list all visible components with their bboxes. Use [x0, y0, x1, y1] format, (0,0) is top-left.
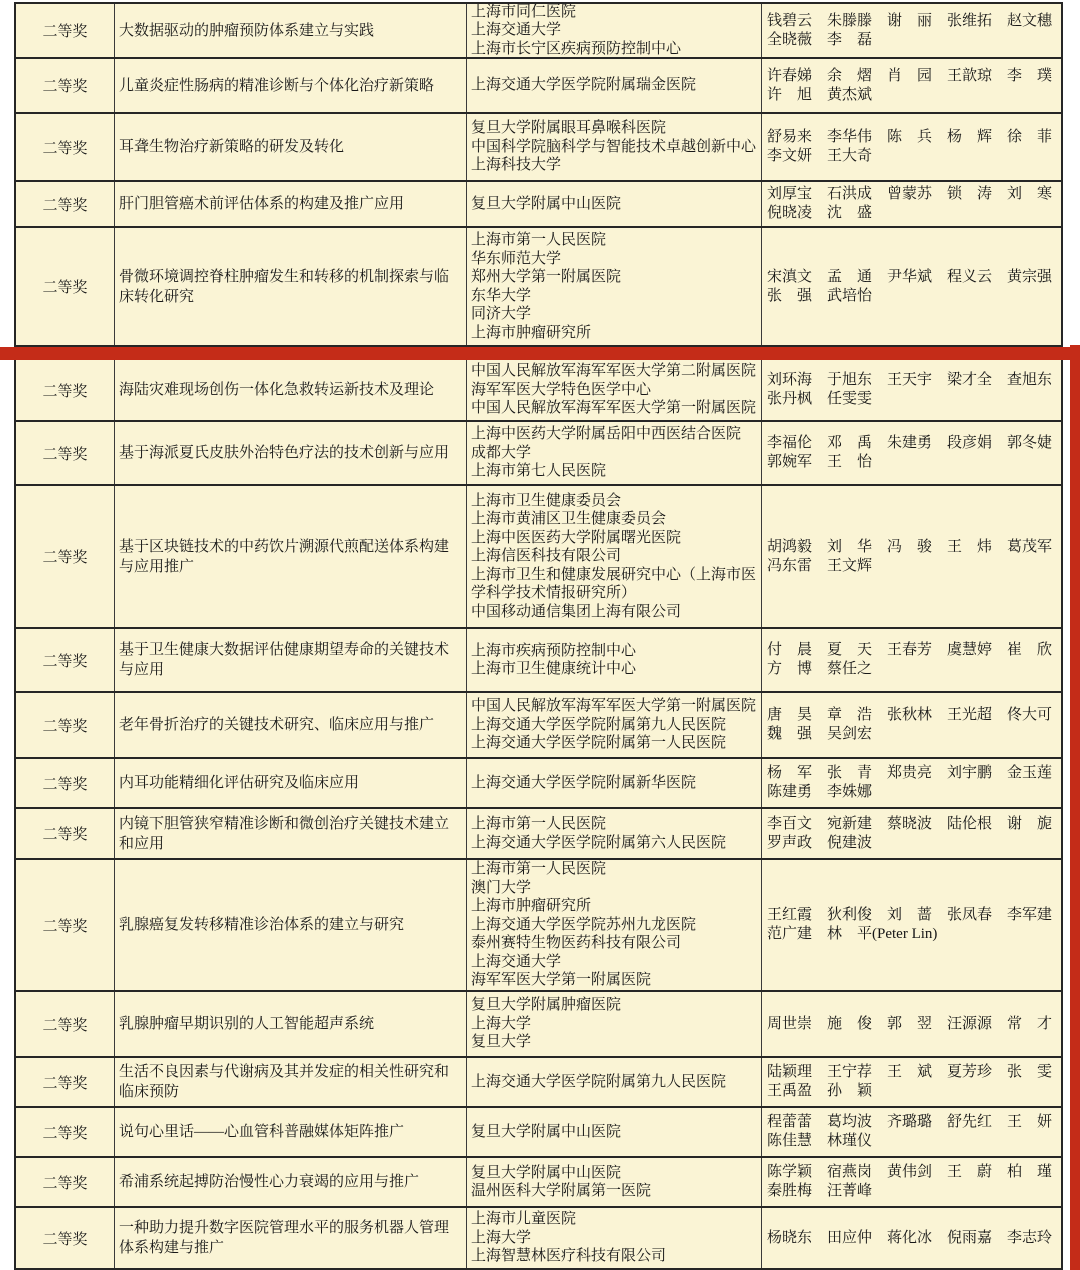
table-row	[16, 1158, 1061, 1208]
names-line: 张 强 武培怡	[767, 287, 873, 304]
table-row	[16, 1058, 1061, 1108]
institutions-cell	[467, 1058, 762, 1106]
project-title: 乳腺肿瘤早期识别的人工智能超声系统	[119, 1016, 375, 1032]
table-row	[16, 486, 1061, 629]
names-line: 王红霞 狄利俊 刘 蔷 张凤春 李军建	[767, 907, 1053, 923]
names-line: 李福伦 邓 禹 朱建勇 段彦娟 郭冬婕	[767, 435, 1053, 451]
institutions-cell	[467, 860, 762, 990]
institution-line: 上海市长宁区疾病预防控制中心	[471, 40, 682, 57]
names-line: 唐 昊 章 浩 张秋林 王光超 佟大可	[767, 707, 1053, 723]
names-line: 刘厚宝 石洪成 曾蒙苏 锁 涛 刘 寒	[767, 186, 1053, 202]
institution-line: 复旦大学	[471, 1034, 532, 1051]
project-title: 内镜下胆管狭窄精准诊断和微创治疗关键技术建立和应用	[119, 815, 450, 852]
institution-line: 上海市第七人民医院	[471, 463, 607, 480]
institution-line: 泰州赛特生物医药科技有限公司	[471, 935, 682, 952]
table-row	[16, 693, 1061, 759]
award-cell: 二等奖	[16, 59, 115, 112]
names-line: 胡鸿毅 刘 华 冯 骏 王 炜 葛茂军	[767, 538, 1053, 555]
institution-line: 上海市黄浦区卫生健康委员会	[471, 511, 667, 528]
names-line: 魏 强 吴剑宏	[767, 726, 873, 742]
project-title: 生活不良因素与代谢病及其并发症的相关性研究和临床预防	[119, 1064, 450, 1100]
table-row	[16, 228, 1061, 347]
institutions-cell	[467, 759, 762, 807]
institution-line: 上海大学	[471, 1229, 532, 1246]
institutions-cell	[467, 4, 762, 57]
names-cell	[762, 759, 1061, 807]
institution-line: 上海交通大学医学院附属新华医院	[471, 774, 697, 791]
project-title-cell	[115, 1208, 467, 1268]
institution-line: 上海市第一人民医院	[471, 861, 607, 878]
names-line: 杨晓东 田应仲 蒋化冰 倪雨嘉 李志玲	[767, 1229, 1053, 1246]
institutions-cell	[467, 486, 762, 627]
award-cell: 二等奖	[16, 809, 115, 858]
institutions-cell	[467, 422, 762, 484]
institutions-cell	[467, 59, 762, 112]
awards-table	[14, 2, 1063, 1270]
names-line: 钱碧云 朱滕滕 谢 丽 张维拓 赵文穗	[767, 12, 1053, 29]
project-title-cell	[115, 182, 467, 226]
names-line: 罗声政 倪建波	[767, 834, 873, 851]
institution-line: 上海信医科技有限公司	[471, 548, 622, 565]
award-cell: 二等奖	[16, 4, 115, 57]
institutions-cell	[467, 114, 762, 180]
names-line: 范广建 林 平(Peter Lin)	[767, 926, 938, 942]
institution-line: 中国科学院脑科学与智能技术卓越创新中心	[471, 138, 757, 155]
institutions-cell	[467, 992, 762, 1056]
names-line: 陈佳慧 林瑾仪	[767, 1133, 873, 1149]
institution-line: 上海交通大学医学院附属瑞金医院	[471, 77, 697, 94]
institutions-cell	[467, 1108, 762, 1156]
award-cell: 二等奖	[16, 360, 115, 420]
award-cell: 二等奖	[16, 1158, 115, 1206]
names-cell	[762, 1158, 1061, 1206]
institutions-cell	[467, 809, 762, 858]
institution-line: 上海交通大学医学院附属第九人民医院	[471, 716, 727, 733]
project-title-cell	[115, 629, 467, 691]
red-right-strip	[1070, 345, 1080, 1270]
project-title: 耳聋生物治疗新策略的研发及转化	[119, 139, 345, 155]
names-line: 杨 军 张 青 郑贵亮 刘宇鹏 金玉莲	[767, 765, 1053, 781]
names-cell	[762, 228, 1061, 345]
institution-line: 中国移动通信集团上海有限公司	[471, 603, 682, 620]
red-divider-bar	[0, 347, 1080, 360]
project-title-cell	[115, 1058, 467, 1106]
institution-line: 上海市疾病预防控制中心	[471, 642, 637, 659]
institution-line: 上海交通大学医学院附属第一人民医院	[471, 735, 727, 752]
names-cell	[762, 4, 1061, 57]
award-cell: 二等奖	[16, 992, 115, 1056]
institutions-cell	[467, 182, 762, 226]
institution-line: 上海交通大学医学院附属第六人民医院	[471, 834, 727, 851]
project-title-cell	[115, 360, 467, 420]
institution-line: 上海市第一人民医院	[471, 816, 607, 832]
award-cell: 二等奖	[16, 759, 115, 807]
names-line: 程蕾蕾 葛均波 齐璐璐 舒先红 王 妍	[767, 1114, 1053, 1130]
institution-line: 上海智慧林医疗科技有限公司	[471, 1248, 667, 1265]
institution-line: 海军军医大学第一附属医院	[471, 972, 652, 989]
table-row	[16, 809, 1061, 860]
table-row	[16, 59, 1061, 114]
institution-line: 复旦大学附属肿瘤医院	[471, 997, 622, 1014]
institution-line: 成都大学	[471, 444, 532, 461]
award-cell: 二等奖	[16, 860, 115, 990]
award-cell: 二等奖	[16, 182, 115, 226]
project-title-cell	[115, 759, 467, 807]
institution-line: 郑州大学第一附属医院	[471, 269, 622, 285]
project-title-cell	[115, 228, 467, 345]
award-cell: 二等奖	[16, 693, 115, 757]
names-cell	[762, 486, 1061, 627]
project-title-cell	[115, 860, 467, 990]
names-line: 全晓薇 李 磊	[767, 31, 873, 48]
names-cell	[762, 860, 1061, 990]
names-cell	[762, 59, 1061, 112]
award-cell: 二等奖	[16, 1208, 115, 1268]
institution-line: 上海市肿瘤研究所	[471, 324, 592, 341]
names-cell	[762, 1208, 1061, 1268]
names-line: 冯东雷 王文辉	[767, 557, 873, 574]
table-row	[16, 360, 1061, 422]
names-cell	[762, 360, 1061, 420]
institutions-cell	[467, 228, 762, 345]
names-line: 李文妍 王大奇	[767, 148, 873, 164]
names-cell	[762, 1058, 1061, 1106]
names-line: 陆颖理 王宁荐 王 斌 夏芳珍 张 雯	[767, 1064, 1053, 1080]
project-title-cell	[115, 992, 467, 1056]
award-cell: 二等奖	[16, 422, 115, 484]
institutions-cell	[467, 360, 762, 420]
institution-line: 上海中医医药大学附属曙光医院	[471, 529, 682, 546]
institution-line: 同济大学	[471, 306, 532, 322]
names-line: 倪晓凌 沈 盛	[767, 205, 873, 221]
institution-line: 复旦大学附属中山医院	[471, 195, 622, 212]
institution-line: 上海市同仁医院	[471, 4, 577, 20]
institutions-cell	[467, 629, 762, 691]
table-row	[16, 422, 1061, 486]
names-line: 郭婉军 王 怡	[767, 454, 873, 470]
institution-line: 东华大学	[471, 287, 532, 304]
names-line: 李百文 宛新建 蔡晓波 陆伦根 谢 旎	[767, 815, 1053, 832]
project-title: 乳腺癌复发转移精准诊治体系的建立与研究	[119, 917, 405, 933]
names-line: 刘环海 于旭东 王天宇 梁才全 查旭东	[767, 372, 1053, 388]
project-title-cell	[115, 422, 467, 484]
institution-line: 上海市肿瘤研究所	[471, 898, 592, 915]
names-line: 张丹枫 任雯雯	[767, 391, 873, 407]
institution-line: 澳门大学	[471, 879, 532, 896]
project-title: 海陆灾难现场创伤一体化急救转运新技术及理论	[119, 382, 435, 398]
names-cell	[762, 114, 1061, 180]
institutions-cell	[467, 1208, 762, 1268]
names-cell	[762, 992, 1061, 1056]
institution-line: 上海交通大学	[471, 22, 562, 39]
award-cell: 二等奖	[16, 629, 115, 691]
names-line: 宋滇文 孟 通 尹华斌 程义云 黄宗强	[767, 268, 1053, 285]
table-row	[16, 182, 1061, 228]
names-cell	[762, 693, 1061, 757]
table-row	[16, 629, 1061, 693]
project-title-cell	[115, 4, 467, 57]
table-row	[16, 1208, 1061, 1270]
institution-line: 复旦大学附属中山医院	[471, 1123, 622, 1140]
names-line: 付 晨 夏 天 王春芳 虞慧婷 崔 欣	[767, 642, 1053, 658]
project-title-cell	[115, 1108, 467, 1156]
award-cell: 二等奖	[16, 228, 115, 345]
project-title-cell	[115, 59, 467, 112]
table-row	[16, 114, 1061, 182]
names-cell	[762, 629, 1061, 691]
project-title-cell	[115, 114, 467, 180]
institution-line: 复旦大学附属中山医院	[471, 1164, 622, 1181]
project-title: 希浦系统起搏防治慢性心力衰竭的应用与推广	[119, 1174, 420, 1190]
institution-line: 上海中医药大学附属岳阳中西医结合医院	[471, 426, 742, 443]
institution-line: 上海市卫生和健康发展研究中心（上海市医学科学技术情报研究所）	[471, 566, 757, 602]
names-line: 方 博 蔡任之	[767, 661, 873, 677]
names-cell	[762, 422, 1061, 484]
project-title: 基于区块链技术的中药饮片溯源代煎配送体系构建与应用推广	[119, 538, 450, 575]
institution-line: 复旦大学附属眼耳鼻喉科医院	[471, 120, 667, 137]
institution-line: 上海科技大学	[471, 157, 562, 174]
institution-line: 上海市第一人民医院	[471, 232, 607, 248]
project-title-cell	[115, 486, 467, 627]
names-line: 陈学颖 宿燕岗 黄伟剑 王 蔚 柏 瑾	[767, 1164, 1053, 1180]
institution-line: 上海大学	[471, 1015, 532, 1032]
table-row	[16, 1108, 1061, 1158]
names-line: 周世崇 施 俊 郭 翌 汪源源 常 才	[767, 1015, 1053, 1032]
project-title: 骨微环境调控脊柱肿瘤发生和转移的机制探索与临床转化研究	[119, 268, 450, 305]
names-cell	[762, 809, 1061, 858]
project-title: 大数据驱动的肿瘤预防体系建立与实践	[119, 22, 375, 39]
institutions-cell	[467, 1158, 762, 1206]
project-title: 内耳功能精细化评估研究及临床应用	[119, 775, 360, 791]
table-row	[16, 860, 1061, 992]
project-title: 基于卫生健康大数据评估健康期望寿命的关键技术与应用	[119, 642, 450, 678]
institution-line: 中国人民解放军海军军医大学第一附属医院	[471, 698, 757, 715]
names-line: 许春娣 余 熠 肖 园 王歆琼 李 璞	[767, 67, 1053, 84]
names-line: 许 旭 黄杰斌	[767, 86, 873, 103]
institution-line: 上海交通大学医学院附属第九人民医院	[471, 1073, 727, 1090]
award-cell: 二等奖	[16, 486, 115, 627]
project-title: 儿童炎症性肠病的精准诊断与个体化治疗新策略	[119, 77, 435, 94]
institution-line: 上海市儿童医院	[471, 1211, 577, 1228]
award-cell: 二等奖	[16, 114, 115, 180]
table-row	[16, 992, 1061, 1058]
names-line: 王禹盈 孙 颖	[767, 1083, 873, 1099]
project-title-cell	[115, 809, 467, 858]
institution-line: 上海交通大学医学院苏州九龙医院	[471, 916, 697, 933]
project-title-cell	[115, 693, 467, 757]
institutions-cell	[467, 693, 762, 757]
names-line: 舒易来 李华伟 陈 兵 杨 辉 徐 菲	[767, 129, 1053, 145]
names-cell	[762, 182, 1061, 226]
institution-line: 海军军医大学特色医学中心	[471, 381, 652, 398]
table-row	[16, 759, 1061, 809]
institution-line: 中国人民解放军海军军医大学第二附属医院	[471, 363, 757, 380]
institution-line: 中国人民解放军海军军医大学第一附属医院	[471, 400, 757, 417]
names-line: 陈建勇 李姝娜	[767, 784, 873, 800]
project-title: 基于海派夏氏皮肤外治特色疗法的技术创新与应用	[119, 445, 450, 461]
names-cell	[762, 1108, 1061, 1156]
names-line: 秦胜梅 汪菁峰	[767, 1183, 873, 1199]
table-row	[16, 4, 1061, 59]
project-title: 老年骨折治疗的关键技术研究、临床应用与推广	[119, 717, 435, 733]
project-title: 一种助力提升数字医院管理水平的服务机器人管理体系构建与推广	[119, 1220, 450, 1256]
project-title: 说句心里话——心血管科普融媒体矩阵推广	[119, 1124, 405, 1140]
institution-line: 温州医科大学附属第一医院	[471, 1183, 652, 1199]
institution-line: 上海市卫生健康委员会	[471, 492, 622, 509]
project-title: 肝门胆管癌术前评估体系的构建及推广应用	[119, 196, 405, 212]
institution-line: 华东师范大学	[471, 250, 562, 267]
award-cell: 二等奖	[16, 1108, 115, 1156]
project-title-cell	[115, 1158, 467, 1206]
award-cell: 二等奖	[16, 1058, 115, 1106]
institution-line: 上海交通大学	[471, 953, 562, 970]
institution-line: 上海市卫生健康统计中心	[471, 661, 637, 677]
